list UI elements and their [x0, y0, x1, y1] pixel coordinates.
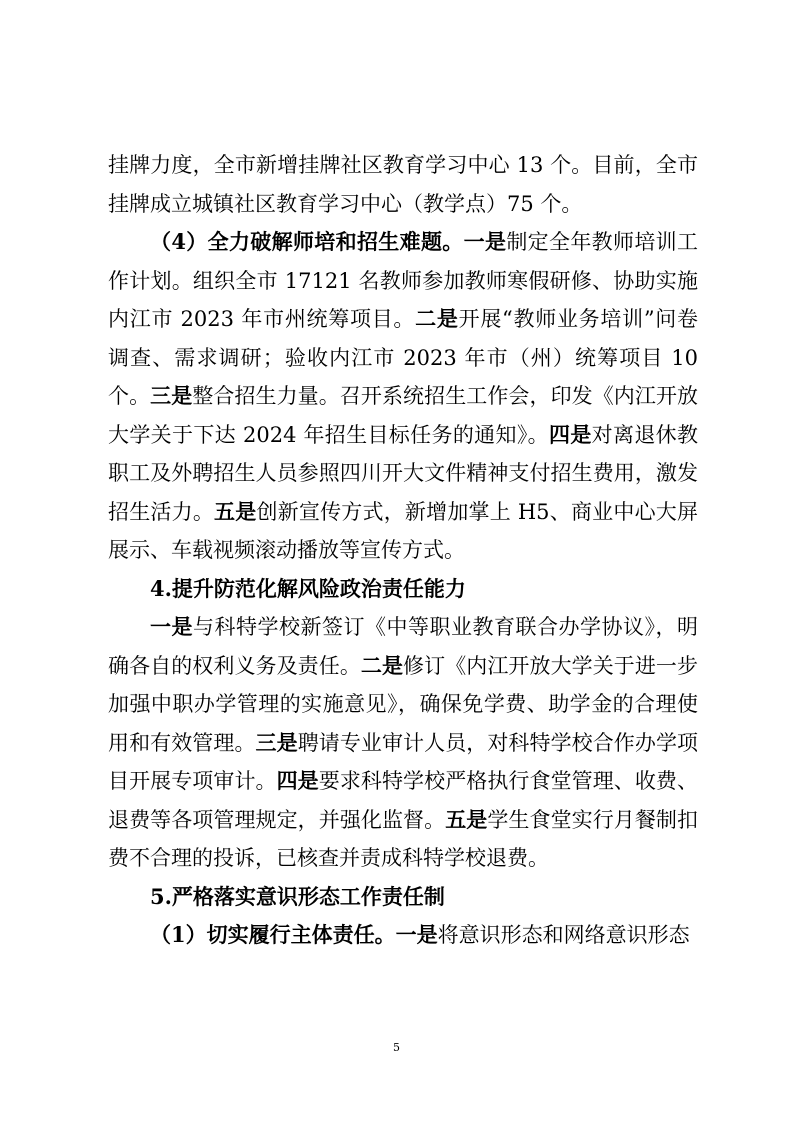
- text-segment: 对离退休教职工及外聘招生人员参照四川开大文件精神支付招生费用，激发招生活力。: [108, 422, 699, 524]
- subheading-text: （1）切实履行主体责任。: [150, 922, 396, 947]
- bold-marker: 二是: [415, 306, 459, 331]
- bold-marker: 三是: [255, 729, 298, 755]
- subheading-text: （4）全力破解师培和招生难题。: [150, 229, 464, 254]
- text-segment: 整合招生力量。召开系统招生工作会，印发《内江开放大学关于下达 2024 年招生目标任务的通知》。: [108, 384, 699, 447]
- text-segment: 挂牌力度，全市新增挂牌社区教育学习中心 13 个。目前，全市挂牌成立城镇社区教育学习中心（教学点）75 个。: [108, 153, 698, 216]
- bold-marker: 四是: [276, 768, 319, 793]
- text-segment: 与科特学校新签订《中等职业教育联合办学协议》，明确各自的权利义务及责任。: [108, 615, 698, 678]
- page-number: 5: [393, 1041, 400, 1054]
- paragraph-risk-prevention: [108, 608, 698, 878]
- bold-marker: 三是: [150, 383, 193, 408]
- text-segment: 创新宣传方式，新增加掌上 H5、商业中心大屏展示、车载视频滚动播放等宣传方式。: [108, 499, 698, 562]
- bold-marker: 一是: [150, 614, 193, 639]
- text-segment: 将意识形态和网络意识形态: [437, 923, 690, 947]
- bold-marker: 一是: [395, 922, 438, 947]
- text-segment: 学生食堂实行月餐制扣费不合理的投诉，已核查并责成科特学校退费。: [108, 807, 699, 870]
- bold-marker: 一是: [463, 229, 507, 254]
- text-segment: 修订《内江开放大学关于进一步加强中职办学管理的实施意见》，确保免学费、助学金的合理使用和有效管理。: [108, 653, 699, 755]
- text-segment: 聘请专业审计人员，对科特学校合作办学项目开展专项审计。: [108, 730, 699, 793]
- text-segment: 制定全年教师培训工作计划。组织全市 17121 名教师参加教师寒假研修、协助实施内江市 2023 年市州统筹项目。: [108, 230, 698, 331]
- section-heading-risk-prevention: 4.提升防范化解风险政治责任能力: [150, 575, 466, 601]
- text-segment: 要求科特学校严格执行食堂管理、收费、退费等各项管理规定，并强化监督。: [108, 769, 699, 832]
- section-heading-ideology: 5.严格落实意识形态工作责任制: [150, 883, 445, 909]
- bold-marker: 二是: [360, 652, 404, 678]
- bold-marker: 五是: [214, 498, 257, 524]
- text-segment: 开展“教师业务培训”问卷调查、需求调研；验收内江市 2023 年市（州）统筹项目 10 个。: [108, 307, 698, 408]
- paragraph-ideology-responsibility: [108, 916, 698, 955]
- paragraph-community-centers: [108, 146, 698, 223]
- bold-marker: 四是: [549, 421, 592, 447]
- document-body: [108, 146, 698, 955]
- bold-marker: 五是: [445, 806, 488, 832]
- paragraph-teacher-training-enrollment: [108, 223, 698, 570]
